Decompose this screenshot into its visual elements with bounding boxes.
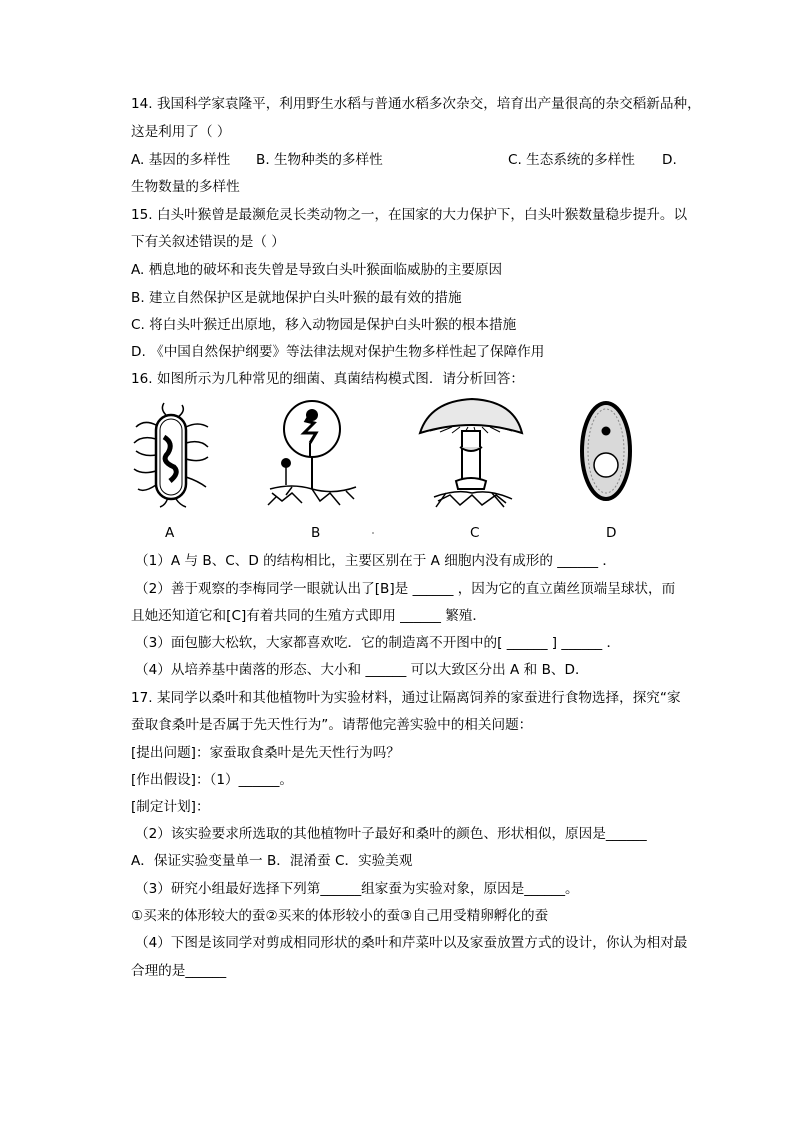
q14-stem-line2: 这是利用了（ ） (131, 124, 231, 140)
q16-stem: 16. 如图所示为几种常见的细菌、真菌结构模式图．请分析回答： (131, 371, 524, 387)
figure-label-a: A (165, 525, 175, 541)
stray-dot (372, 532, 374, 534)
q14-option-c: C. 生态系统的多样性 (508, 152, 635, 168)
mould-figure-b (262, 397, 362, 509)
q16-sub2-line2: 且她还知道它和[C]有着共同的生殖方式即用 ______ 繁殖． (131, 608, 486, 624)
q15-option-c: C. 将白头叶猴迁出原地，移入动物园是保护白头叶猴的根本措施 (131, 317, 517, 333)
q16-sub3: （3）面包膨大松软，大家都喜欢吃．它的制造离不开图中的[ ______ ] ______ ． (135, 635, 621, 651)
q17-plan: [制定计划]： (131, 799, 210, 815)
q14-option-d: D. (662, 152, 677, 168)
q17-stem-line2: 蚕取食桑叶是否属于先天性行为”。请帮他完善实验中的相关问题： (131, 717, 533, 733)
q15-stem-line1: 15. 白头叶猴曾是最濒危灵长类动物之一，在国家的大力保护下，白头叶猴数量稳步提升。以 (131, 207, 688, 223)
figure-label-c: C (470, 525, 480, 541)
q14-stem-line1: 14. 我国科学家袁隆平，利用野生水稻与普通水稻多次杂交，培育出产量很高的杂交稻新品种， (131, 96, 701, 112)
q17-stem-line1: 17. 某同学以桑叶和其他植物叶为实验材料，通过让隔离饲养的家蚕进行食物选择，探究“家 (131, 690, 681, 706)
q15-option-d: D. 《中国自然保护纲要》等法律法规对保护生物多样性起了保障作用 (131, 344, 545, 360)
q15-option-a: A. 栖息地的破坏和丧失曾是导致白头叶猴面临威胁的主要原因 (131, 262, 503, 278)
q14-option-b: B. 生物种类的多样性 (256, 152, 383, 168)
bacterium-figure-a (130, 397, 210, 509)
q17-sub4-line1: （4）下图是该同学对剪成相同形状的桑叶和芹菜叶以及家蚕放置方式的设计，你认为相对最 (135, 935, 688, 951)
figure-label-d: D (606, 525, 617, 541)
q17-sub2-options: A．保证实验变量单一 B．混淆蚕 C．实验美观 (131, 853, 413, 869)
q17-sub2: （2）该实验要求所选取的其他植物叶子最好和桑叶的颜色、形状相似，原因是______ (135, 826, 647, 842)
q15-stem-line2: 下有关叙述错误的是（ ） (131, 234, 285, 250)
q17-question: [提出问题]：家蚕取食桑叶是先天性行为吗？ (131, 745, 400, 761)
q14-option-a: A. 基因的多样性 (131, 152, 231, 168)
mushroom-figure-c (416, 397, 526, 509)
q17-sub3: （3）研究小组最好选择下列第______组家蚕为实验对象，原因是______。 (135, 881, 579, 897)
q15-option-b: B. 建立自然保护区是就地保护白头叶猴的最有效的措施 (131, 290, 462, 306)
q14-option-d-text: 生物数量的多样性 (131, 179, 240, 195)
q16-sub4: （4）从培养基中菌落的形态、大小和 ______ 可以大致区分出 A 和 B、D． (135, 662, 589, 678)
q16-sub2-line1: （2）善于观察的李梅同学一眼就认出了[B]是 ______ ，因为它的直立菌丝顶端呈球状，而 (135, 581, 676, 597)
figure-label-b: B (311, 525, 321, 541)
yeast-figure-d (578, 397, 634, 509)
q17-hypothesis: [作出假设]：（1）______。 (131, 772, 293, 788)
q17-sub4-line2: 合理的是______ (131, 963, 227, 979)
q16-sub1: （1）A 与 B、C、D 的结构相比，主要区别在于 A 细胞内没有成形的 ______ ． (135, 553, 616, 569)
q17-sub3-options: ①买来的体形较大的蚕②买来的体形较小的蚕③自己用受精卵孵化的蚕 (131, 908, 549, 924)
